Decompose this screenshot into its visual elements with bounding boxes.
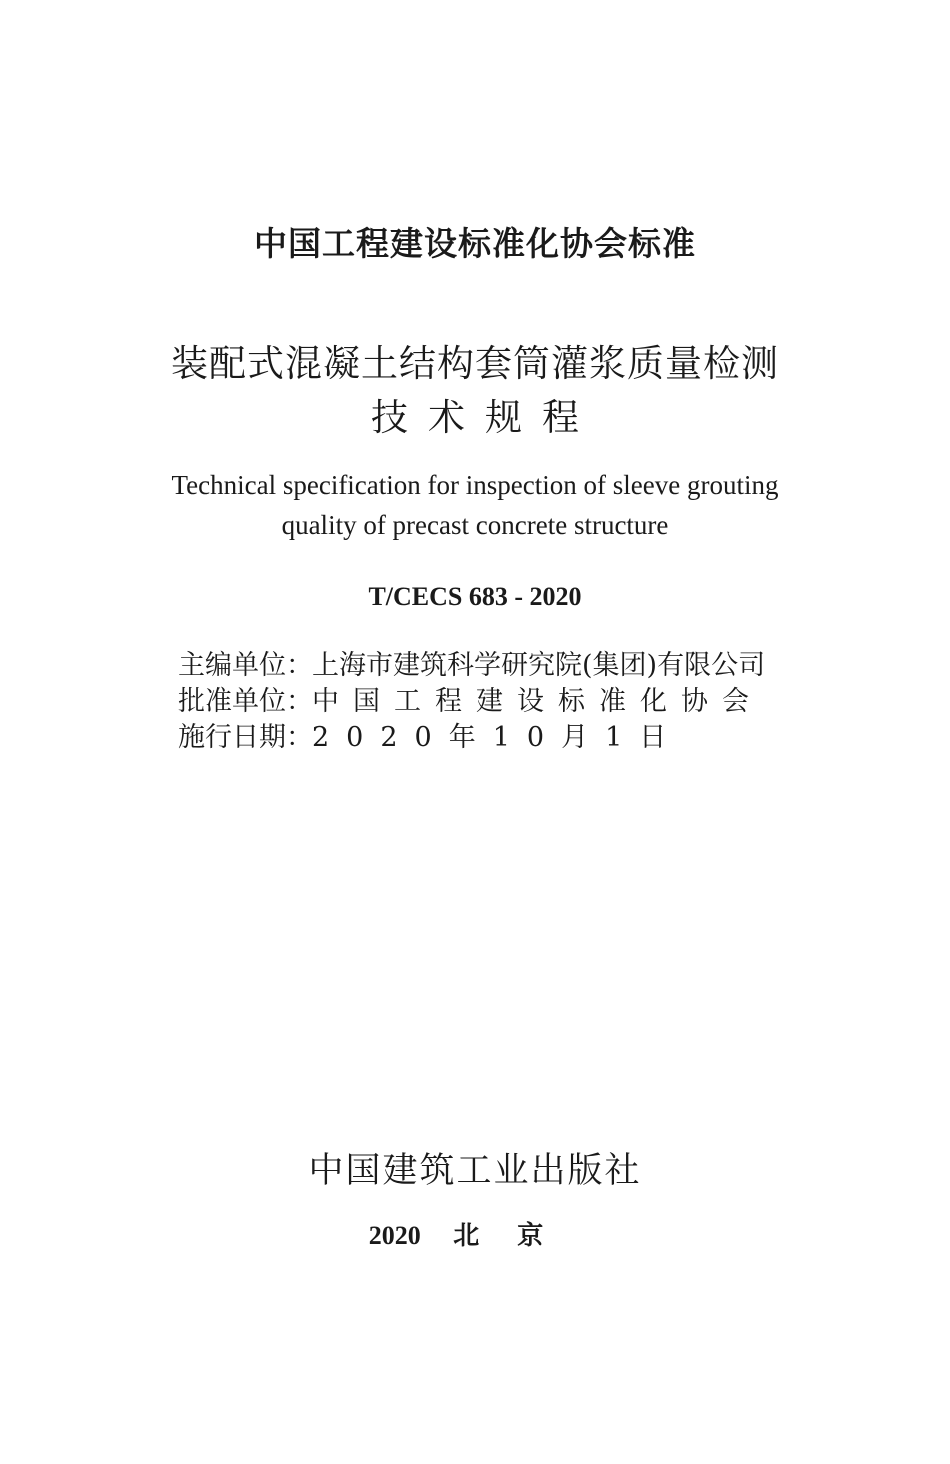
standard-series: 中国工程建设标准化协会标准 bbox=[254, 224, 696, 263]
date-label: 施行日期： bbox=[178, 722, 313, 753]
approver-label: 批准单位： bbox=[178, 686, 313, 717]
date-value: 2020年10月1日 bbox=[312, 722, 684, 753]
title-en-line2: quality of precast concrete structure bbox=[281, 510, 669, 540]
publisher-name: 中国建筑工业出版社 bbox=[308, 1151, 642, 1191]
editor-value: 上海市建筑科学研究院(集团)有限公司 bbox=[312, 650, 766, 681]
publish-year: 2020 bbox=[368, 1221, 421, 1250]
info-block bbox=[178, 648, 778, 756]
approver-value: 中国工程建设标准化协会 bbox=[312, 686, 763, 717]
publish-city: 北京 bbox=[453, 1221, 582, 1250]
approver-row bbox=[178, 684, 778, 720]
title-en-line1: Technical specification for inspection of sleeve grouting bbox=[171, 470, 779, 500]
title-zh-line1: 装配式混凝土结构套筒灌浆质量检测 bbox=[171, 342, 779, 385]
standard-code: T/CECS 683 - 2020 bbox=[368, 582, 582, 611]
editor-row bbox=[178, 648, 778, 684]
title-zh-line2: 技术规程 bbox=[371, 396, 599, 439]
date-row bbox=[178, 720, 778, 756]
publish-place bbox=[0, 1215, 950, 1252]
editor-label: 主编单位： bbox=[178, 650, 313, 681]
